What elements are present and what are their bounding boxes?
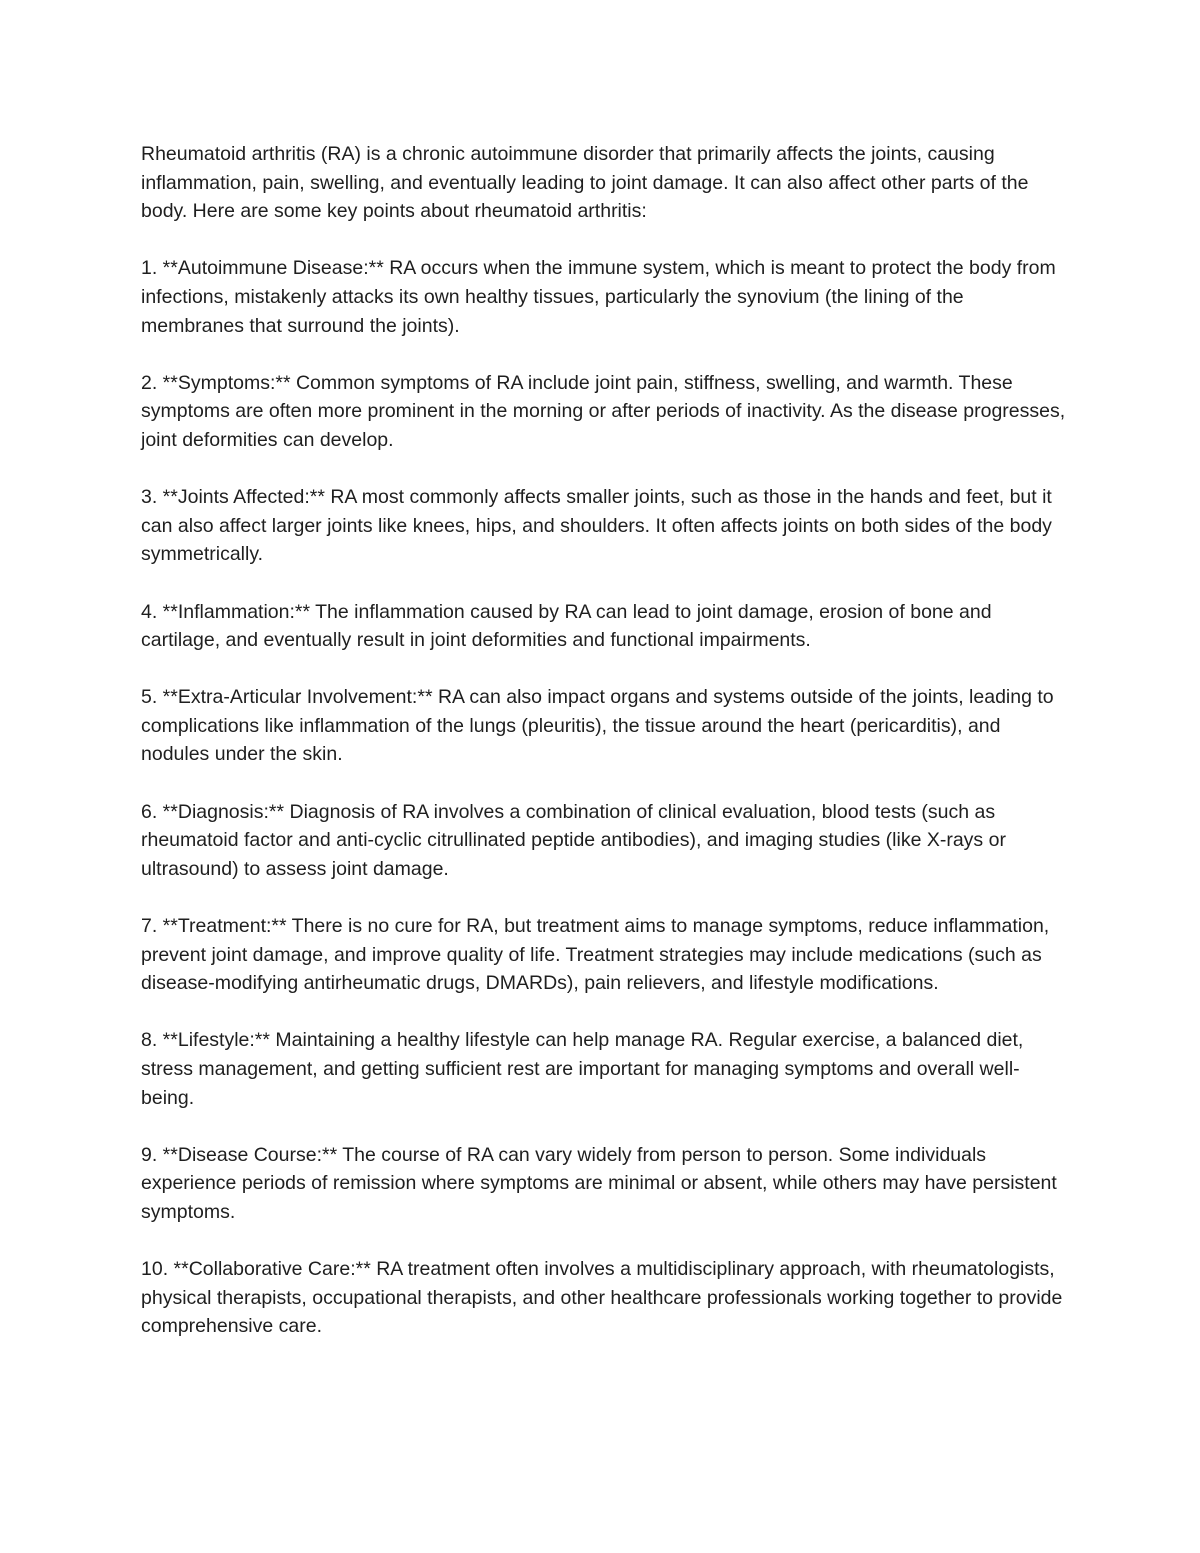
point-symptoms: 2. **Symptoms:** Common symptoms of RA include joint pain, stiffness, swelling, and warmth. These symptoms are often more prominent in the morning or after periods of inactivity. As the disease progresses, joint deformities can develop.: [141, 371, 1066, 451]
point-collaborative-care: 10. **Collaborative Care:** RA treatment often involves a multidisciplinary approach, with rheumatologists, physical therapists, occupational therapists, and other healthcare professionals working together to provide comprehensive care.: [141, 1258, 1063, 1338]
point-lifestyle: 8. **Lifestyle:** Maintaining a healthy lifestyle can help manage RA. Regular exercise, a balanced diet, stress management, and getting sufficient rest are important for managing symptoms and overall well-being.: [141, 1029, 1024, 1109]
intro-paragraph: Rheumatoid arthritis (RA) is a chronic autoimmune disorder that primarily affects the joints, causing inflammation, pain, swelling, and eventually leading to joint damage. It can also affect other parts of the body. Here are some key points about rheumatoid arthritis:: [141, 143, 1029, 223]
point-inflammation: 4. **Inflammation:** The inflammation caused by RA can lead to joint damage, erosion of bone and cartilage, and eventually result in joint deformities and functional impairments.: [141, 600, 992, 652]
point-autoimmune-disease: 1. **Autoimmune Disease:** RA occurs when the immune system, which is meant to protect the body from infections, mistakenly attacks its own healthy tissues, particularly the synovium (the lining of the membranes that surround the joints).: [141, 257, 1056, 337]
point-treatment: 7. **Treatment:** There is no cure for RA, but treatment aims to manage symptoms, reduce inflammation, prevent joint damage, and improve quality of life. Treatment strategies may include medications (such as disease-modifying antirheumatic drugs, DMARDs), pain relievers, and lifestyle modifications.: [141, 915, 1050, 995]
document-body: [141, 140, 1071, 1370]
point-extra-articular-involvement: 5. **Extra-Articular Involvement:** RA can also impact organs and systems outside of the joints, leading to complications like inflammation of the lungs (pleuritis), the tissue around the heart (pericarditis), and nodules under the skin.: [141, 686, 1054, 766]
point-disease-course: 9. **Disease Course:** The course of RA can vary widely from person to person. Some individuals experience periods of remission where symptoms are minimal or absent, while others may have persistent symptoms.: [141, 1143, 1057, 1223]
point-diagnosis: 6. **Diagnosis:** Diagnosis of RA involves a combination of clinical evaluation, blood tests (such as rheumatoid factor and anti-cyclic citrullinated peptide antibodies), and imaging studies (like X-rays or ultrasound) to assess joint damage.: [141, 800, 1006, 880]
point-joints-affected: 3. **Joints Affected:** RA most commonly affects smaller joints, such as those in the hands and feet, but it can also affect larger joints like knees, hips, and shoulders. It often affects joints on both sides of the body symmetrically.: [141, 486, 1052, 566]
